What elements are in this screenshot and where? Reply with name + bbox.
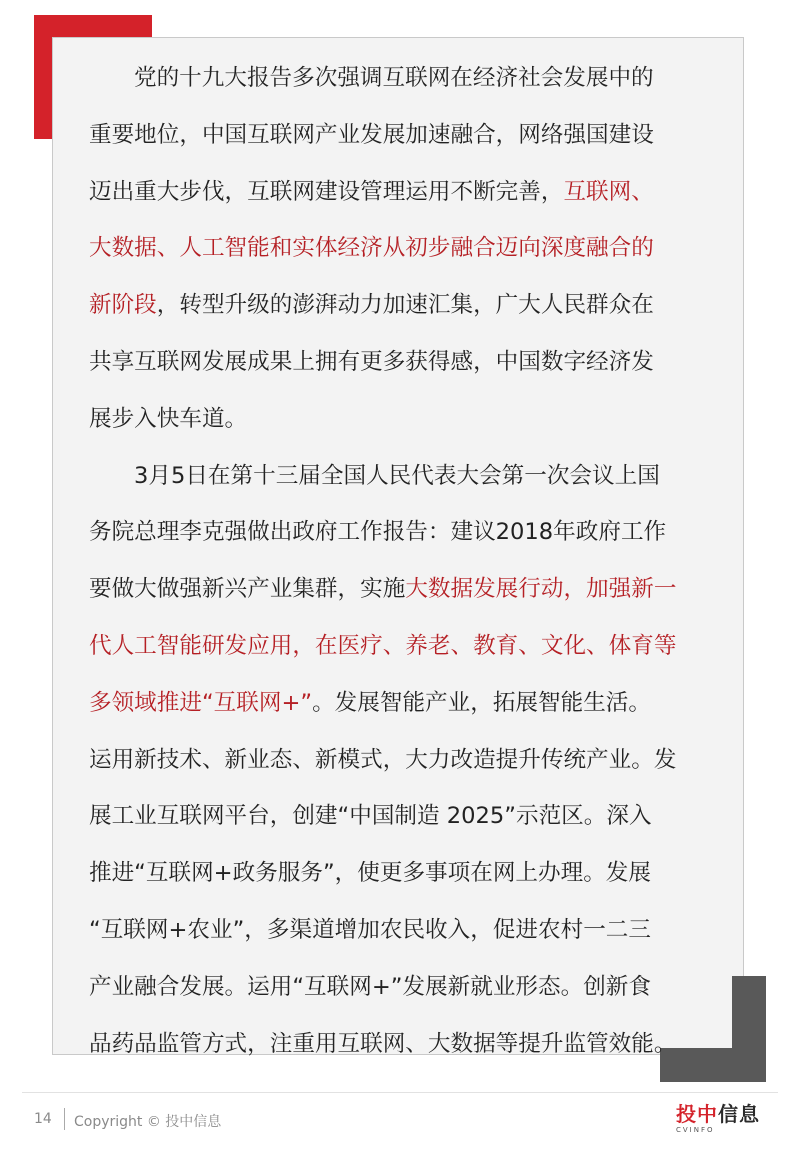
footer-separator [64, 1108, 65, 1130]
logo-text-dark: 信息 [718, 1102, 760, 1126]
text-segment: 要做大做强新兴产业集群，实施 [89, 576, 406, 603]
text-segment: 展步入快车道。 [89, 405, 248, 432]
text-line [89, 732, 713, 789]
text-segment: ，转型升级的澎湃动力加速汇集，广大人民群众在 [156, 292, 654, 319]
text-line [89, 107, 713, 164]
text-line [89, 220, 713, 277]
text-line [89, 1016, 713, 1073]
highlighted-text: 新阶段 [89, 292, 157, 319]
text-segment: 运用新技术、新业态、新模式，大力改造提升传统产业。发 [89, 746, 677, 773]
paragraph [89, 448, 713, 1073]
copyright-text: Copyright © 投中信息 [74, 1114, 222, 1130]
highlighted-text: 互联网、 [563, 178, 654, 205]
logo-subtitle: CVINFO [676, 1126, 715, 1134]
text-segment: 共享互联网发展成果上拥有更多获得感，中国数字经济发 [89, 348, 654, 375]
text-line [89, 561, 713, 618]
page-number: 14 [34, 1111, 52, 1127]
brand-logo [676, 1103, 764, 1137]
logo-wordmark [676, 1103, 764, 1125]
text-segment: 展工业互联网平台，创建“中国制造 2025”示范区。深入 [89, 803, 652, 830]
text-segment: 务院总理李克强做出政府工作报告：建议2018年政府工作 [89, 519, 667, 546]
highlighted-text: 代人工智能研发应用，在医疗、养老、教育、文化、体育等 [89, 632, 677, 659]
highlighted-text: 多领域推进“互联网+” [89, 689, 313, 716]
text-segment: “互联网+农业”，多渠道增加农民收入，促进农村一二三 [89, 916, 651, 943]
text-segment: 品药品监管方式，注重用互联网、大数据等提升监管效能。 [89, 1030, 677, 1057]
text-segment: 迈出重大步伐，互联网建设管理运用不断完善， [89, 178, 564, 205]
text-line [89, 448, 713, 505]
highlighted-text: 大数据、人工智能和实体经济从初步融合迈向深度融合的 [89, 235, 654, 262]
text-line [89, 504, 713, 561]
text-line [89, 845, 713, 902]
text-line [89, 675, 713, 732]
paragraph [89, 50, 713, 448]
highlighted-text: 大数据发展行动，加强新一 [405, 576, 677, 603]
text-segment: 。发展智能产业，拓展智能生活。 [312, 689, 651, 716]
text-line [89, 334, 713, 391]
text-line [89, 959, 713, 1016]
text-segment: 产业融合发展。运用“互联网+”发展新就业形态。创新食 [89, 973, 651, 1000]
text-line [89, 164, 713, 221]
text-line [89, 50, 713, 107]
text-segment: 推进“互联网+政务服务”，使更多事项在网上办理。发展 [89, 860, 651, 887]
text-segment: 党的十九大报告多次强调互联网在经济社会发展中的 [134, 65, 654, 91]
text-line [89, 902, 713, 959]
text-line [89, 277, 713, 334]
footer-divider [22, 1092, 778, 1093]
text-line [89, 788, 713, 845]
text-line [89, 618, 713, 675]
text-segment: 3月5日在第十三届全国人民代表大会第一次会议上国 [134, 462, 660, 489]
logo-text-red: 投中 [676, 1102, 718, 1126]
text-line [89, 391, 713, 448]
body-text [89, 50, 713, 1072]
text-segment: 重要地位，中国互联网产业发展加速融合，网络强国建设 [89, 121, 654, 148]
